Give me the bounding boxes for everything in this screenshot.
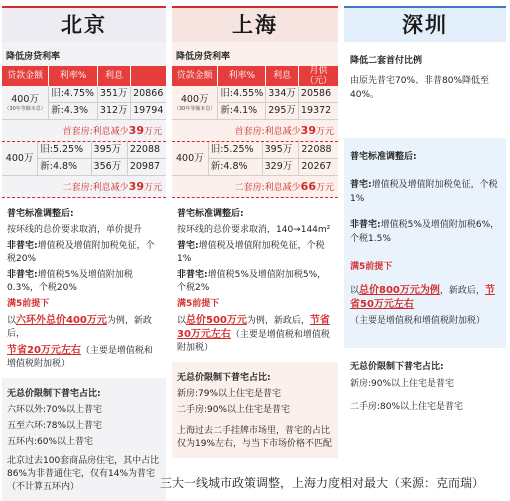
header-rate: 利率% (49, 66, 98, 86)
shanghai-ratio-2: 二手房:90%以上住宅是普宅 (177, 405, 291, 415)
old-interest: 395万 (91, 142, 127, 159)
beijing-ratio-2: 五至六环:78%以上普宅 (7, 421, 103, 431)
header-rate: 利率% (218, 66, 266, 86)
new-interest: 329万 (262, 159, 299, 176)
shenzhen-ratio-2: 二手房:80%以上住宅是普宅 (350, 402, 464, 412)
beijing-note: 北京过去100套商品房住宅，其中占比86%为非普通住宅，仅有14%为普宅（不计算五环内） (7, 456, 160, 492)
new-rate: 新:4.8% (208, 159, 262, 176)
beijing-ratio-3: 五环内:60%以上普宅 (7, 437, 94, 447)
old-rate: 旧:5.25% (38, 142, 91, 159)
beijing-second-home-summary: 二套房:利息减少39万元 (2, 176, 166, 198)
shenzhen-five-year-title: 满5前提下 (350, 262, 393, 272)
figure-caption: 三大一线城市政策调整，上海力度相对最大（来源：克而瑞） (160, 476, 485, 490)
shenzhen-standard-title: 普宅标准调整后: (350, 152, 417, 162)
shanghai-ratio-section (172, 362, 338, 458)
header-amount: 贷款金额 (172, 66, 218, 86)
old-rate: 旧:4.75% (49, 86, 98, 103)
table-row (2, 86, 166, 103)
beijing-five-year-title: 满5前提下 (7, 299, 50, 309)
beijing-ratio-section (2, 378, 166, 501)
shanghai-loan-panel (172, 42, 338, 198)
shanghai-ratio-title: 无总价限制下普宅占比: (177, 373, 271, 383)
loan-amount: 400万 （30年等额本息） (2, 86, 49, 120)
beijing-loan-panel (2, 42, 166, 198)
old-monthly: 20866 (131, 86, 166, 103)
shanghai-ratio-1: 新房:79%以上住宅是普宅 (177, 389, 282, 399)
shenzhen-five-year-p2: （主要是增值税和增值税附加税） (350, 316, 486, 326)
beijing-column (2, 6, 166, 501)
new-monthly: 20267 (299, 159, 338, 176)
shanghai-second-home-table (172, 142, 338, 176)
new-monthly: 19372 (298, 103, 338, 120)
shanghai-standard-p3: 非普宅:增值税5%及增值附加税5%，个税2% (177, 270, 327, 293)
beijing-first-home-summary: 首套房:利息减少39万元 (2, 120, 166, 142)
shenzhen-ratio-title: 无总价限制下普宅占比: (350, 362, 444, 372)
beijing-ratio-1: 六环以外:70%以上普宅 (7, 405, 103, 415)
old-monthly: 22088 (299, 142, 338, 159)
beijing-standard-p1: 按环线的总价要求取消，单价提升 (7, 225, 143, 235)
new-interest: 356万 (91, 159, 127, 176)
beijing-standard-p2: 非普宅:增值税及增值附加税免征，个税20% (7, 241, 155, 264)
shenzhen-standard-section (344, 138, 506, 348)
shanghai-note: 上海过去二手挂牌市场里，普宅的占比仅为19%左右，与当下市场价格不匹配 (177, 426, 333, 449)
shanghai-standard-p1: 按环线的总价要求取消，140→144m² (177, 225, 331, 235)
shenzhen-standard-p2: 非普宅:增值税5%及增值附加税6%，个税1.5% (350, 220, 500, 244)
loan-amount: 400万 (2, 142, 38, 176)
beijing-first-home-table (2, 66, 166, 120)
shenzhen-five-year-p1: 以总价800万元为例，新政后，节省50万元左右 (350, 285, 495, 310)
old-rate: 旧:5.25% (208, 142, 262, 159)
header-interest: 利息 (97, 66, 130, 86)
shanghai-five-year-title: 满5前提下 (177, 299, 220, 309)
shanghai-first-home-summary: 首套房:利息减少39万元 (172, 120, 338, 142)
beijing-standard-title: 普宅标准调整后: (7, 209, 74, 219)
shanghai-standard-title: 普宅标准调整后: (177, 209, 244, 219)
header-amount: 贷款金额 (2, 66, 49, 86)
old-rate: 旧:4.55% (218, 86, 266, 103)
table-row (172, 86, 338, 103)
old-interest: 334万 (266, 86, 299, 103)
beijing-title: 北京 (2, 6, 166, 42)
new-monthly: 20987 (127, 159, 166, 176)
old-monthly: 22088 (127, 142, 166, 159)
shenzhen-section-title: 降低二套首付比例 (350, 56, 423, 66)
table-row (172, 142, 338, 159)
shanghai-loan-section-title: 降低房贷利率 (176, 52, 231, 62)
shanghai-standard-section (172, 198, 338, 362)
beijing-loan-section-title: 降低房贷利率 (6, 52, 61, 62)
shenzhen-ratio-section (344, 348, 506, 429)
loan-amount: 400万 (172, 142, 208, 176)
shenzhen-ratio-1: 新房:90%以上住宅是普宅 (350, 379, 455, 389)
beijing-five-year-p1: 以六环外总价400万元为例，新政后， (7, 315, 152, 339)
new-rate: 新:4.1% (218, 103, 266, 120)
shanghai-column (172, 6, 338, 458)
header-interest: 利息 (266, 66, 299, 86)
shanghai-title: 上海 (172, 6, 338, 42)
shanghai-second-home-summary: 二套房:利息减少66万元 (172, 176, 338, 198)
new-interest: 295万 (266, 103, 299, 120)
loan-amount: 400万 （30年等额本息） (172, 86, 218, 120)
shenzhen-section-text: 由原先普宅70%、非普80%降低至40%。 (350, 76, 490, 100)
beijing-second-home-table (2, 142, 166, 176)
new-rate: 新:4.3% (49, 103, 98, 120)
new-interest: 312万 (97, 103, 130, 120)
shanghai-standard-p2: 普宅:增值税及增值附加税免征，个税1% (177, 241, 325, 264)
header-monthly: 月供（元） (298, 66, 338, 86)
beijing-five-year-p2: 节省20万元左右（主要是增值税和增值税附加税） (7, 345, 153, 369)
beijing-ratio-title: 无总价限制下普宅占比: (7, 389, 101, 399)
header-monthly (131, 66, 166, 86)
beijing-standard-p3: 非普宅:增值税5%及增值附加税0.3%，个税20% (7, 270, 133, 293)
shenzhen-title: 深圳 (344, 6, 506, 42)
old-monthly: 20586 (298, 86, 338, 103)
old-interest: 351万 (97, 86, 130, 103)
new-monthly: 19794 (131, 103, 166, 120)
new-rate: 新:4.8% (38, 159, 91, 176)
shanghai-five-year-p1: 以总价500万元为例，新政后，节省30万元左右（主要是增值税和增值税附加税） (177, 315, 330, 353)
shenzhen-down-payment-section (344, 42, 506, 138)
shenzhen-standard-p1: 普宅:增值税及增值附加税免征，个税1% (350, 180, 498, 204)
table-row (2, 142, 166, 159)
old-interest: 395万 (262, 142, 299, 159)
shanghai-first-home-table (172, 66, 338, 120)
shenzhen-column (344, 6, 506, 429)
beijing-standard-section (2, 198, 166, 378)
